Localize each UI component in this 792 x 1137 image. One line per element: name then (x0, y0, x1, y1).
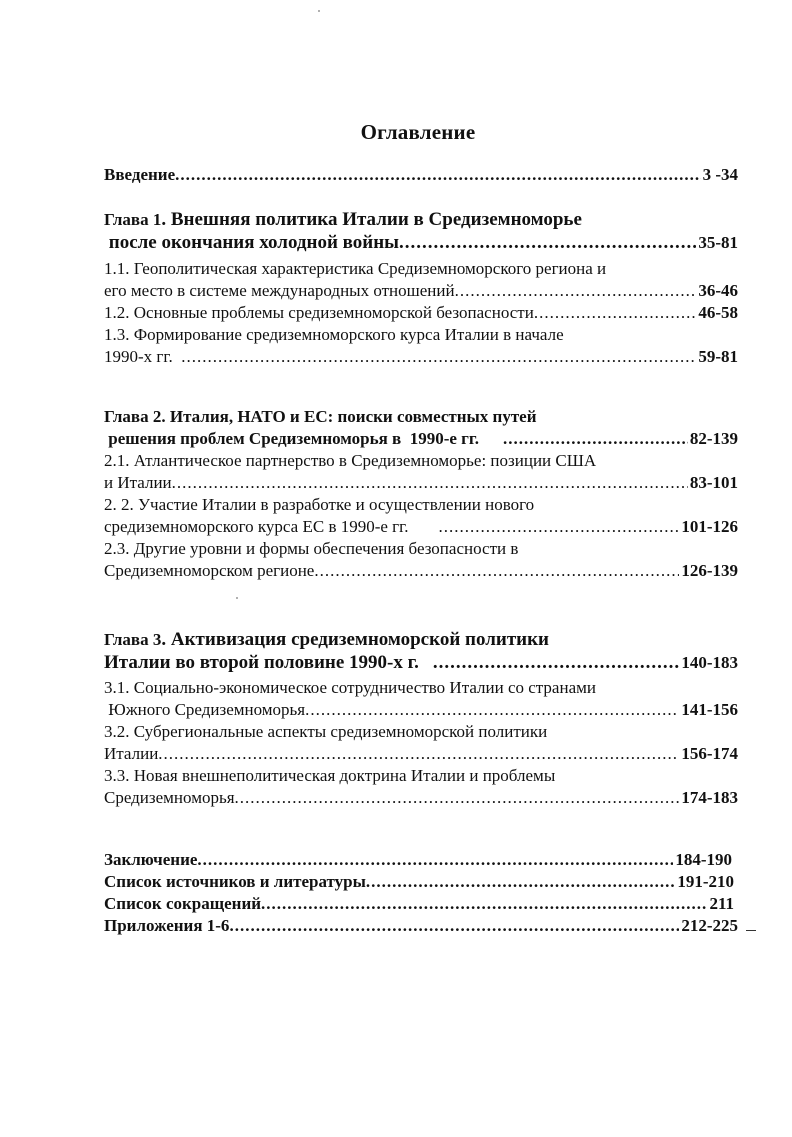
toc-chapter-3-sections (104, 677, 738, 809)
toc-closing (104, 849, 738, 937)
dot-leader (229, 915, 679, 937)
dot-leader (455, 280, 697, 302)
entry-label: Введение (104, 165, 176, 184)
chapter-title-line2: Италии во второй половине 1990-х г. (104, 652, 419, 673)
section-line: и Италии (104, 473, 172, 492)
section-line: 3.2. Субрегиональные аспекты средиземноморской политики (104, 722, 548, 741)
dot-leader (438, 516, 679, 538)
dot-leader (181, 346, 696, 368)
section-line: Средиземноморском регионе (104, 561, 315, 580)
entry-pages: 82-139 (689, 429, 738, 448)
entry-pages: 46-58 (698, 303, 738, 322)
section-line: 3.1. Социально-экономическое сотрудничество Италии со странами (104, 678, 596, 697)
section-line: средиземноморского курса ЕС в 1990-е гг. (104, 517, 409, 536)
dot-leader (503, 428, 688, 450)
entry-label: Список источников и литературы (104, 872, 366, 891)
section-line: 1.2. Основные проблемы средиземноморской безопасности (104, 303, 534, 322)
entry-pages: 83-101 (689, 473, 738, 492)
chapter-title-line2: после окончания холодной войны (104, 232, 400, 253)
entry-pages: 140-183 (681, 653, 738, 672)
entry-pages: 59-81 (698, 347, 738, 366)
toc-chapter-3 (104, 627, 738, 674)
chapter-title-line1: . Внешняя политика Италии в Средиземноморье (161, 209, 582, 230)
entry-label: Заключение (104, 850, 198, 869)
dot-leader (261, 893, 707, 915)
entry-pages: 35-81 (698, 233, 738, 252)
toc-chapter-2 (104, 406, 738, 582)
section-line: 1.1. Геополитическая характеристика Средиземноморского региона и (104, 259, 607, 278)
dot-leader (175, 164, 700, 186)
dot-leader (158, 743, 679, 765)
section-line: Италии (104, 744, 159, 763)
entry-pages: 126-139 (681, 561, 738, 580)
entry-label: Приложения 1-6 (104, 916, 230, 935)
toc-entry (104, 787, 738, 809)
dot-leader (305, 699, 679, 721)
toc-entry (104, 699, 738, 721)
chapter-heading (104, 627, 738, 652)
dot-leader (172, 472, 688, 494)
entry-pages: 3 -34 (702, 165, 738, 184)
entry-label: Список сокращений (104, 894, 262, 913)
section-line: Южного Средиземноморья (104, 700, 306, 719)
toc-chapter-1 (104, 207, 738, 254)
toc-chapter-1-sections (104, 258, 738, 368)
entry-pages: 174-183 (681, 788, 738, 807)
chapter-title-line2: решения проблем Средиземноморья в 1990-е гг. (104, 429, 479, 448)
entry-pages: 101-126 (681, 517, 738, 536)
section-line: Средиземноморья (104, 788, 235, 807)
chapter-heading (104, 406, 738, 428)
section-line: 2. 2. Участие Италии в разработке и осуществлении нового (104, 495, 535, 514)
dot-leader (197, 849, 673, 871)
toc-entry (104, 560, 738, 582)
section-line: его место в системе международных отношений (104, 281, 455, 300)
toc-entry (104, 346, 738, 368)
entry-pages: 36-46 (698, 281, 738, 300)
chapter-title-line1: . Италия, НАТО и ЕС: поиски совместных путей (161, 407, 537, 426)
chapter-prefix: Глава 2 (104, 407, 162, 426)
section-line: 3.3. Новая внешнеполитическая доктрина Италии и проблемы (104, 766, 556, 785)
dot-leader (314, 560, 679, 582)
entry-pages: 212-225 (681, 916, 738, 935)
dot-leader (366, 871, 675, 893)
toc-entry (104, 280, 738, 302)
section-line: 1990-х гг. (104, 347, 182, 366)
toc-entry (104, 472, 738, 494)
toc-entry (104, 652, 738, 674)
entry-pages: 156-174 (681, 744, 738, 763)
dot-leader (235, 787, 680, 809)
scan-speck (236, 597, 238, 599)
entry-pages: 211 (709, 894, 734, 913)
dot-leader (399, 232, 696, 254)
toc-entry (104, 849, 738, 871)
entry-pages: 184-190 (675, 850, 732, 869)
toc-entry (104, 871, 738, 893)
toc-entry (104, 915, 738, 937)
page-title: Оглавление (360, 120, 476, 144)
toc-entry (104, 516, 738, 538)
entry-pages: 141-156 (681, 700, 738, 719)
toc-entry (104, 893, 738, 915)
toc-entry (104, 428, 738, 450)
section-line: 1.3. Формирование средиземноморского курса Италии в начале (104, 325, 564, 344)
margin-dash (746, 930, 756, 931)
chapter-title-line1: . Активизация средиземноморской политики (161, 629, 549, 650)
toc-entry (104, 232, 738, 254)
dot-leader (534, 302, 697, 324)
chapter-heading (104, 207, 738, 232)
section-line: 2.1. Атлантическое партнерство в Средиземноморье: позиции США (104, 451, 597, 470)
scan-speck (318, 10, 320, 12)
toc-entry (104, 743, 738, 765)
entry-pages: 191-210 (677, 872, 734, 891)
section-line: 2.3. Другие уровни и формы обеспечения безопасности в (104, 539, 519, 558)
toc-entry (104, 302, 738, 324)
toc-entry (104, 164, 738, 186)
dot-leader (433, 652, 679, 674)
chapter-prefix: Глава 3 (104, 630, 162, 649)
toc-intro (104, 164, 738, 186)
chapter-prefix: Глава 1 (104, 210, 162, 229)
